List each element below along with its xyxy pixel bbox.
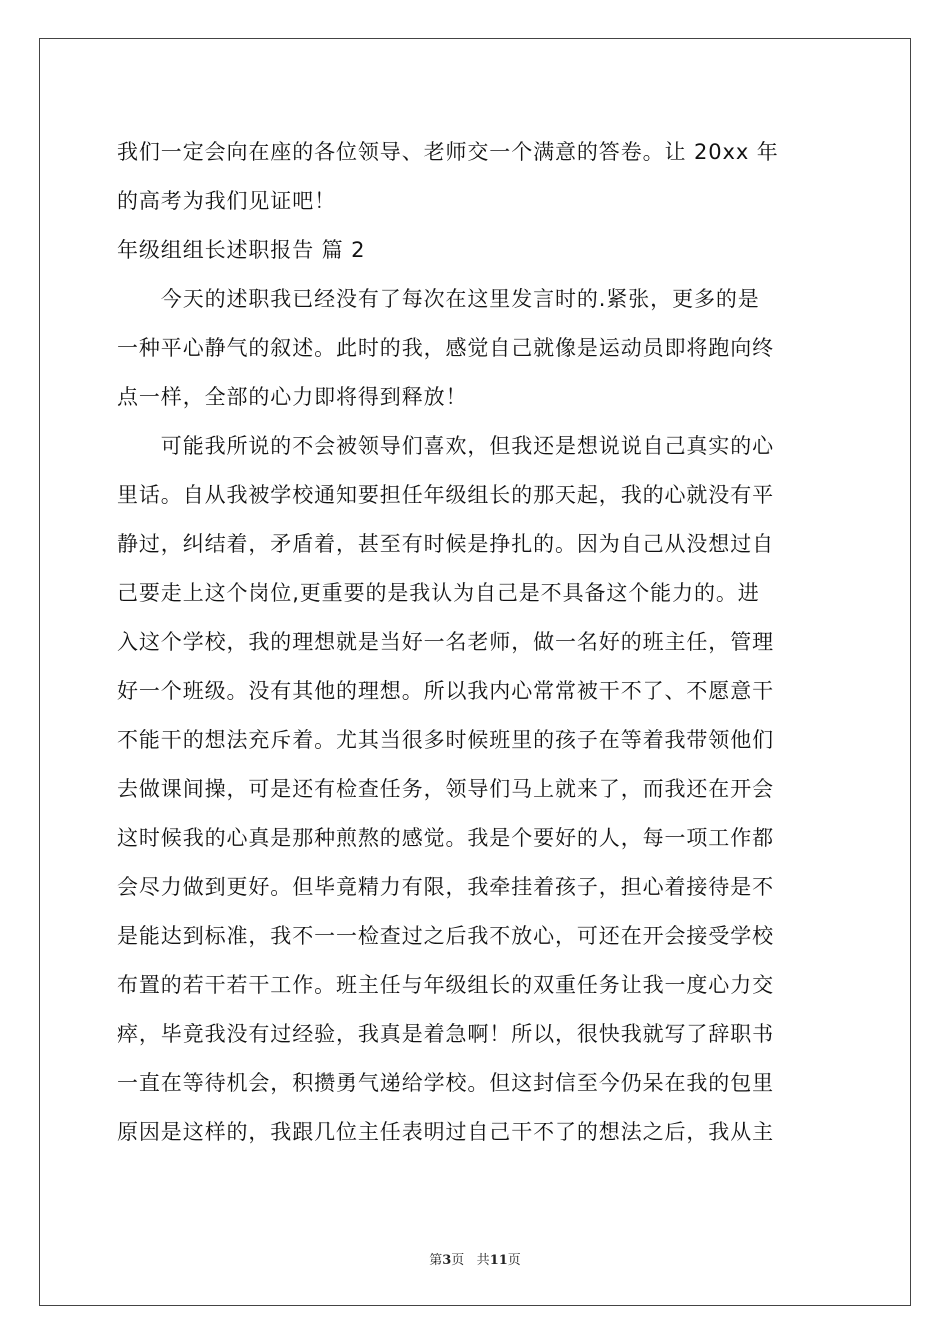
text-line: 原因是这样的，我跟几位主任表明过自己干不了的想法之后，我从主 [117, 1120, 774, 1144]
text-line: 己要走上这个岗位,更重要的是我认为自己是不具备这个能力的。进 [117, 581, 760, 605]
text-line: 一种平心静气的叙述。此时的我，感觉自己就像是运动员即将跑向终 [117, 336, 774, 360]
text-line: 今天的述职我已经没有了每次在这里发言时的.紧张，更多的是 [117, 287, 760, 311]
text-line: 好一个班级。没有其他的理想。所以我内心常常被干不了、不愿意干 [117, 679, 774, 703]
footer-page-suffix: 页 [451, 1253, 465, 1268]
footer-total-suffix: 页 [507, 1253, 521, 1268]
footer-total-prefix: 共 [476, 1253, 490, 1268]
section-heading: 年级组组长述职报告 篇 2 [117, 238, 366, 262]
text-line: 我们一定会向在座的各位领导、老师交一个满意的答卷。让 20xx 年 [117, 140, 779, 164]
text-line: 不能干的想法充斥着。尤其当很多时候班里的孩子在等着我带领他们 [117, 728, 774, 752]
text-line: 的高考为我们见证吧！ [117, 189, 336, 213]
text-line: 是能达到标准，我不一一检查过之后我不放心，可还在开会接受学校 [117, 924, 774, 948]
page-number: 3 [442, 1253, 452, 1268]
text-line: 里话。自从我被学校通知要担任年级组长的那天起，我的心就没有平 [117, 483, 774, 507]
text-line: 点一样，全部的心力即将得到释放！ [117, 385, 468, 409]
text-line: 可能我所说的不会被领导们喜欢，但我还是想说说自己真实的心 [117, 434, 774, 458]
text-line: 去做课间操，可是还有检查任务，领导们马上就来了，而我还在开会 [117, 777, 774, 801]
total-pages: 11 [489, 1253, 508, 1268]
text-line: 入这个学校，我的理想就是当好一名老师，做一名好的班主任，管理 [117, 630, 774, 654]
text-line: 瘁，毕竟我没有过经验，我真是着急啊！所以，很快我就写了辞职书 [117, 1022, 774, 1046]
footer-prefix: 第 [429, 1253, 443, 1268]
text-line: 静过，纠结着，矛盾着，甚至有时候是挣扎的。因为自己从没想过自 [117, 532, 774, 556]
text-line: 布置的若干若干工作。班主任与年级组长的双重任务让我一度心力交 [117, 973, 774, 997]
text-line: 一直在等待机会，积攒勇气递给学校。但这封信至今仍呆在我的包里 [117, 1071, 774, 1095]
document-body [117, 128, 837, 1157]
text-line: 这时候我的心真是那种煎熬的感觉。我是个要好的人，每一项工作都 [117, 826, 774, 850]
page-footer [0, 1249, 950, 1268]
text-line: 会尽力做到更好。但毕竟精力有限，我牵挂着孩子，担心着接待是不 [117, 875, 774, 899]
